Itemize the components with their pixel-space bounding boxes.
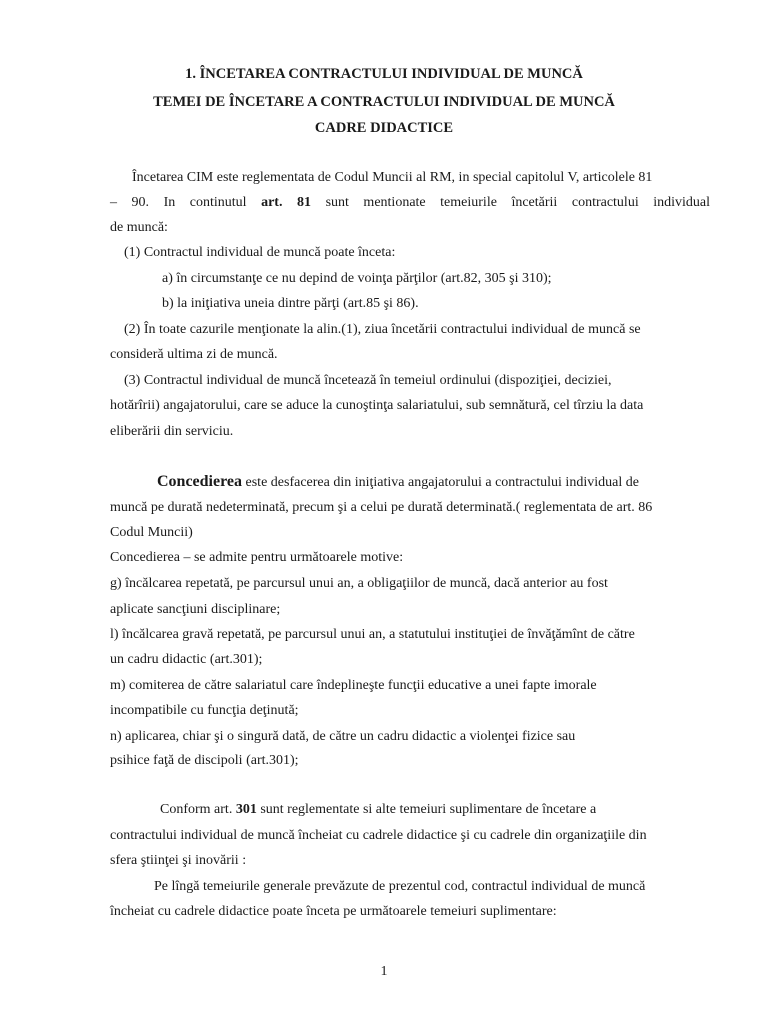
section-title: 1. ÎNCETAREA CONTRACTULUI INDIVIDUAL DE MUNCĂ: [185, 66, 583, 82]
art-item-3-cont: hotărîrii) angajatorului, care se aduce la cunoştinţa salariatului, sub semnătură, cel tîrziu la data: [110, 398, 644, 413]
reason-m: m) comiterea de către salariatul care îndeplineşte funcţii educative a unei fapte imorale: [110, 678, 597, 693]
reason-l-cont: un cadru didactic (art.301);: [110, 652, 263, 667]
concedierea-line-3: Codul Muncii): [110, 525, 193, 540]
art301-line-1-b: sunt reglementate si alte temeiuri suplimentare de încetare a: [260, 802, 597, 817]
reason-g: g) încălcarea repetată, pe parcursul unui an, a obligaţiilor de muncă, dacă anterior au fost: [110, 576, 608, 591]
concedierea-line-1: [157, 473, 639, 491]
concedierea-line-4: Concedierea – se admite pentru următoarele motive:: [110, 550, 404, 565]
reason-n: n) aplicarea, chiar şi o singură dată, de către un cadru didactic a violenţei fizice sau: [110, 729, 576, 744]
art-item-1b: b) la iniţiativa uneia dintre părţi (art.85 şi 86).: [162, 296, 419, 311]
art301-line-1: [160, 802, 596, 818]
art-item-3: (3) Contractul individual de muncă încetează în temeiul ordinului (dispoziţiei, deciziei,: [124, 373, 612, 388]
art-item-2: (2) În toate cazurile menţionate la alin.(1), ziua încetării contractului individual de muncă se: [124, 322, 641, 337]
art301-line-5: încheiat cu cadrele didactice poate înceta pe următoarele temeiuri suplimentare:: [110, 904, 557, 919]
art-item-1: (1) Contractul individual de muncă poate înceta:: [124, 245, 396, 260]
art301-line-1-a: Conform art.: [160, 802, 233, 817]
section-subtitle: TEMEI DE ÎNCETARE A CONTRACTULUI INDIVIDUAL DE MUNCĂ: [153, 94, 615, 110]
reason-l: l) încălcarea gravă repetată, pe parcursul unui an, a statutului instituţiei de învăţămînt de către: [110, 627, 635, 642]
intro-line-2: [110, 195, 710, 211]
section-subtitle-2: CADRE DIDACTICE: [314, 120, 454, 136]
intro-line-2-a: – 90. In continutul: [110, 195, 247, 210]
intro-line-1: Încetarea CIM este reglementata de Codul Muncii al RM, in special capitolul V, articolele 81: [132, 170, 653, 185]
reason-n-cont: psihice faţă de discipoli (art.301);: [110, 753, 299, 768]
art301-line-3: sfera ştiinţei şi inovării :: [110, 853, 247, 868]
concedierea-term: Concedierea: [157, 473, 243, 490]
art-301-bold: 301: [235, 802, 257, 817]
art-item-3-cont-2: eliberării din serviciu.: [110, 424, 234, 439]
art301-line-2: contractului individual de muncă încheiat cu cadrele didactice şi cu cadrele din organizaţiile din: [110, 828, 647, 843]
art-item-1a: a) în circumstanţe ce nu depind de voinţa părţilor (art.82, 305 şi 310);: [162, 271, 552, 286]
art-81-bold: art. 81: [261, 195, 312, 210]
page-number: 1: [380, 964, 388, 979]
art-item-2-cont: consideră ultima zi de muncă.: [110, 347, 278, 362]
intro-line-2-b: sunt mentionate temeiurile încetării contractului individual: [325, 195, 711, 210]
art301-line-4: Pe lîngă temeiurile generale prevăzute de prezentul cod, contractul individual de muncă: [154, 879, 646, 894]
reason-m-cont: incompatibile cu funcţia deţinută;: [110, 703, 299, 718]
intro-line-3: de muncă:: [110, 220, 168, 235]
concedierea-line-1-rest: este desfacerea din iniţiativa angajatorului a contractului individual de: [245, 475, 639, 490]
reason-g-cont: aplicate sancţiuni disciplinare;: [110, 602, 281, 617]
concedierea-line-2: muncă pe durată nedeterminată, precum şi a celui pe durată determinată.( reglementata de art. 86: [110, 500, 653, 515]
